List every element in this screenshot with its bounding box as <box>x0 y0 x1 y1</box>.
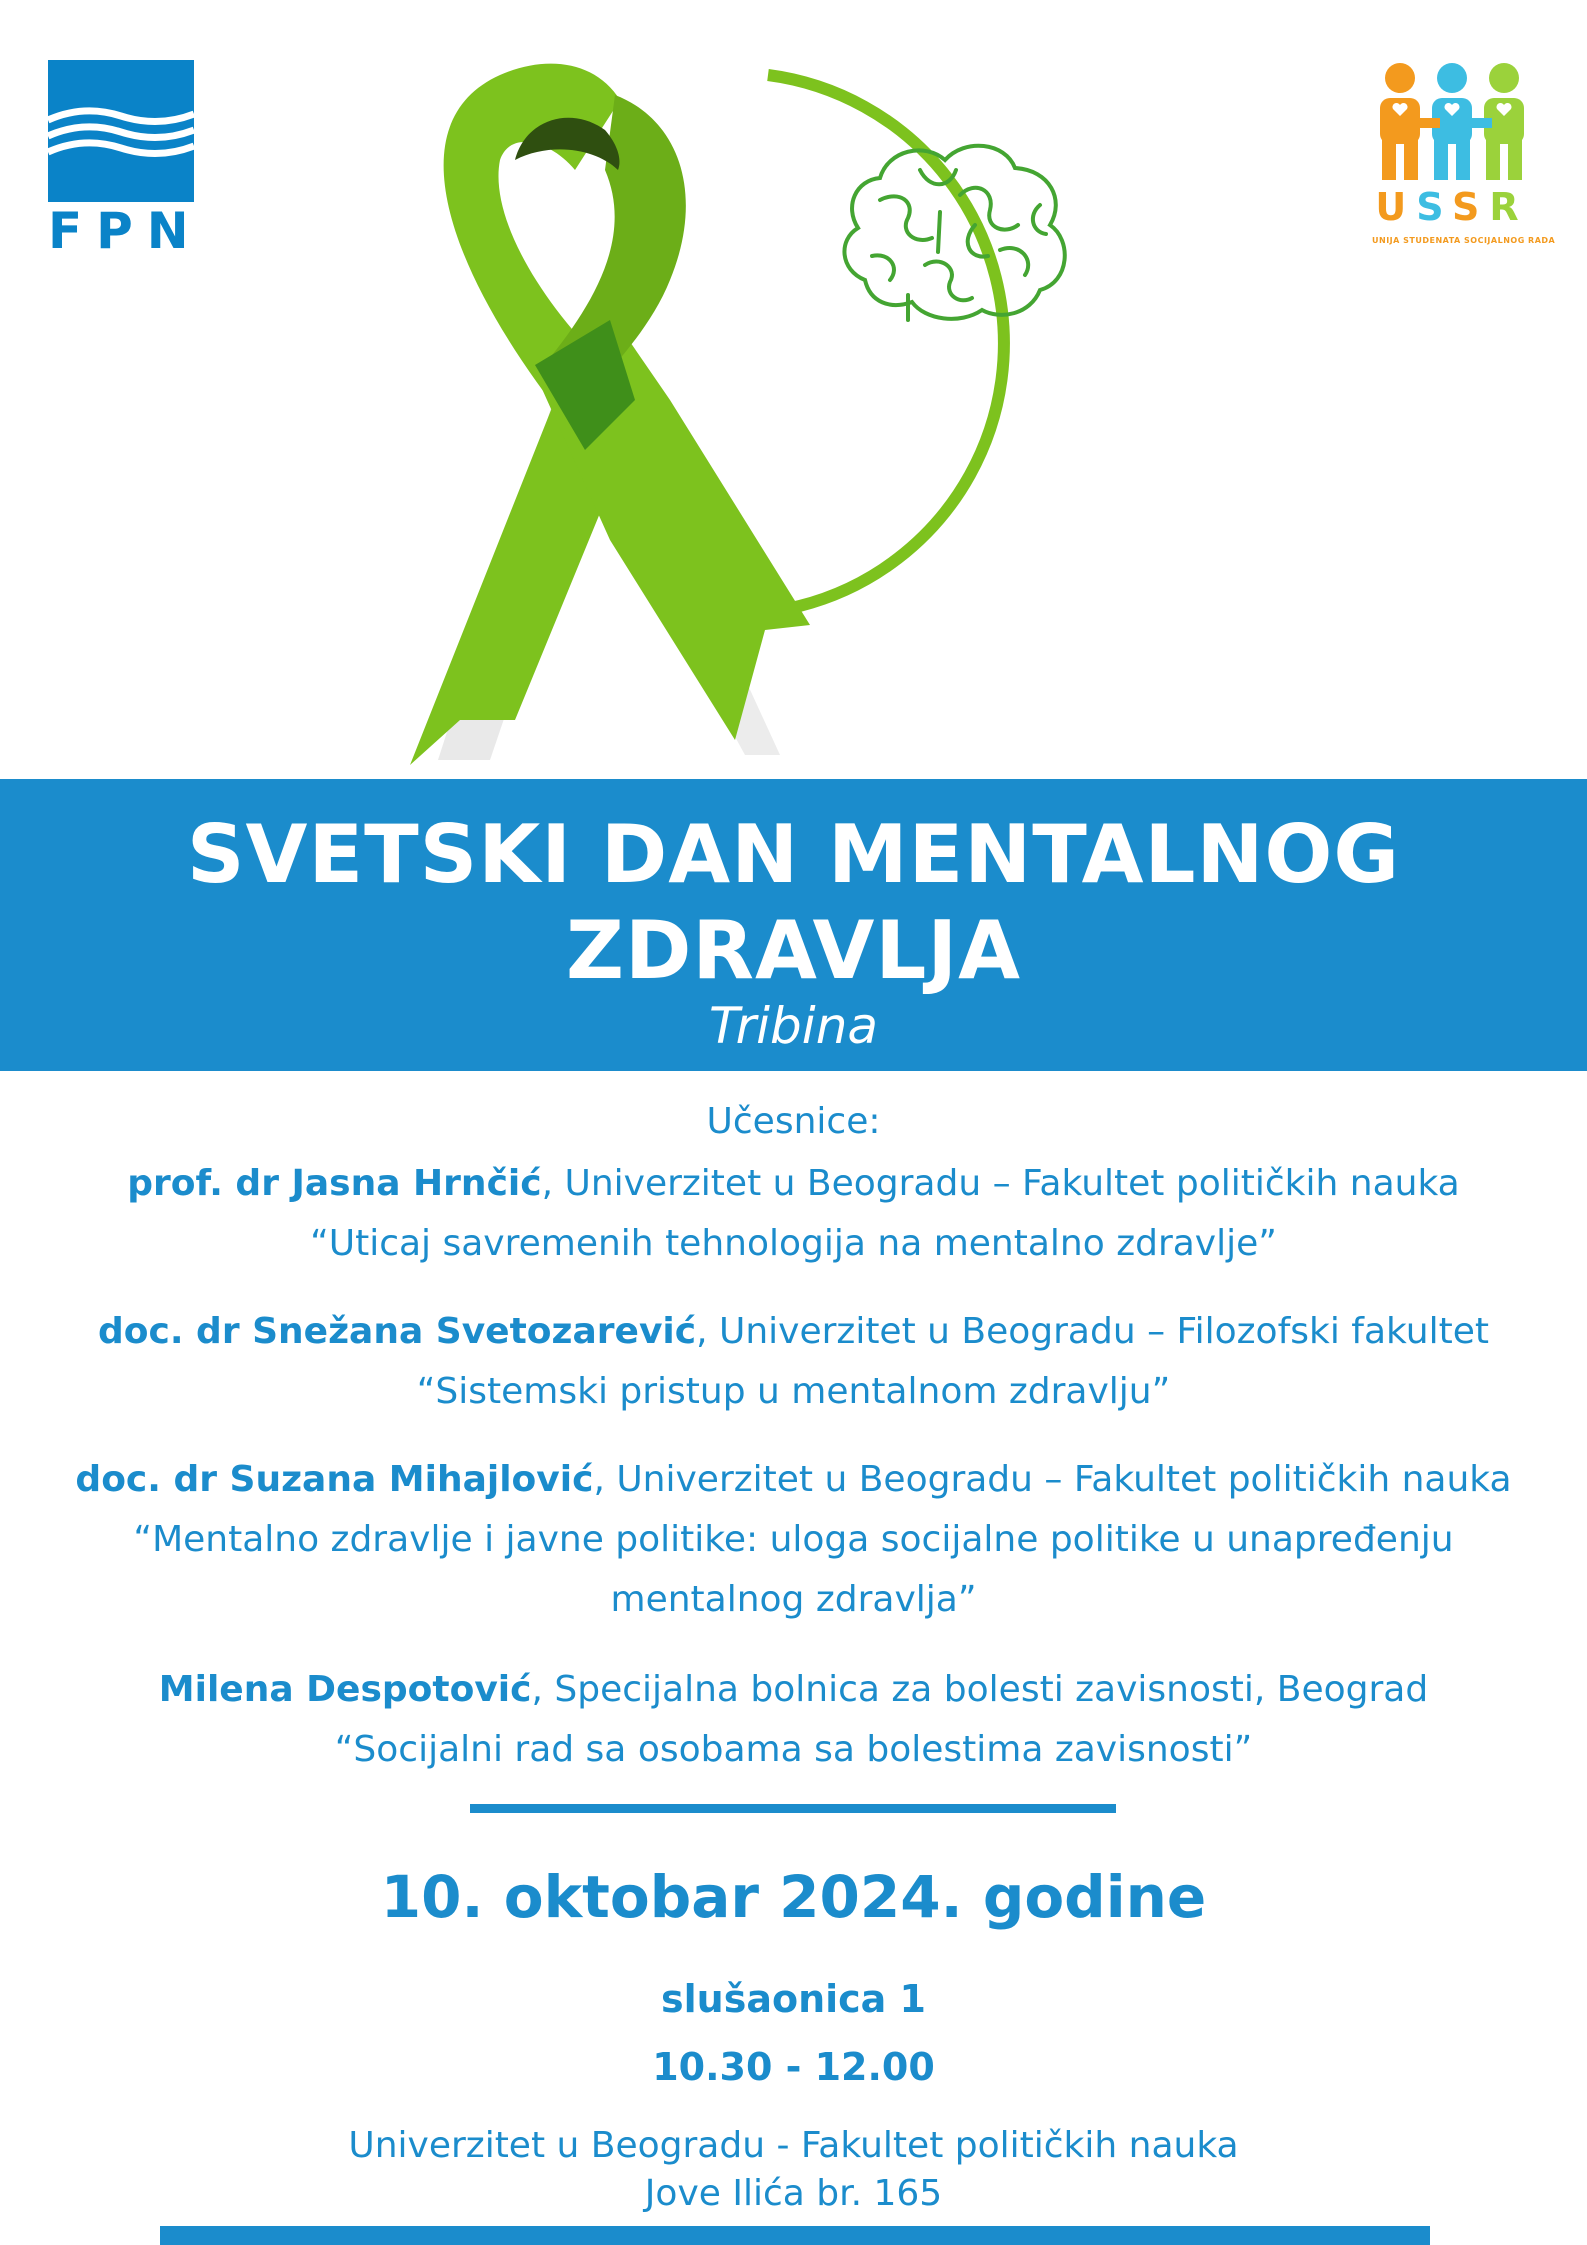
section-divider <box>470 1804 1116 1813</box>
participant-4-name: Milena Despotović <box>158 1669 532 1710</box>
ussr-logo-text: USSR <box>1375 185 1529 229</box>
participant-4-affiliation: , Specijalna bolnica za bolesti zavisnosti, Beograd <box>531 1669 1429 1710</box>
event-subtitle: Tribina <box>708 997 879 1055</box>
participant-1-topic: “Uticaj savremenih tehnologija na mentalno zdravlje” <box>310 1223 1277 1264</box>
participant-3-name: doc. dr Suzana Mihajlović <box>75 1459 594 1500</box>
event-title-line-1: SVETSKI DAN MENTALNOG <box>186 808 1401 901</box>
participant-3 <box>0 1458 1587 1502</box>
ussr-logo-subtitle: UNIJA STUDENATA SOCIJALNOG RADA <box>1372 236 1556 245</box>
participant-1 <box>0 1162 1587 1206</box>
people-icon <box>1372 60 1532 185</box>
event-time: 10.30 - 12.00 <box>652 2045 935 2089</box>
fpn-logo-mark <box>48 60 194 202</box>
participant-2-affiliation: , Univerzitet u Beogradu – Filozofski fakultet <box>696 1311 1489 1352</box>
event-address: Jove Ilića br. 165 <box>644 2173 943 2214</box>
participants-heading: Učesnice: <box>706 1101 881 1142</box>
awareness-ribbon-illustration <box>360 20 1260 780</box>
fpn-logo-text: FPN <box>48 202 203 260</box>
ussr-logo <box>1372 60 1556 260</box>
participant-4 <box>0 1668 1587 1712</box>
waves-icon <box>48 60 194 202</box>
participant-1-name: prof. dr Jasna Hrnčić <box>127 1163 542 1204</box>
event-title <box>0 807 1587 999</box>
event-date: 10. oktobar 2024. godine <box>380 1863 1207 1931</box>
fpn-logo <box>48 60 203 260</box>
event-title-line-2: ZDRAVLJA <box>565 904 1022 997</box>
footer-bar <box>160 2226 1430 2245</box>
participant-3-affiliation: , Univerzitet u Beogradu – Fakultet političkih nauka <box>593 1459 1512 1500</box>
event-room: slušaonica 1 <box>661 1977 926 2021</box>
event-venue: Univerzitet u Beogradu - Fakultet političkih nauka <box>348 2125 1239 2166</box>
title-banner <box>0 779 1587 1071</box>
participant-3-topic-line-2: mentalnog zdravlja” <box>610 1579 977 1620</box>
participant-2 <box>0 1310 1587 1354</box>
participant-2-topic: “Sistemski pristup u mentalnom zdravlju” <box>416 1371 1171 1412</box>
participant-1-affiliation: , Univerzitet u Beogradu – Fakultet političkih nauka <box>541 1163 1460 1204</box>
participant-2-name: doc. dr Snežana Svetozarević <box>98 1311 697 1352</box>
participant-3-topic-line-1: “Mentalno zdravlje i javne politike: uloga socijalne politike u unapređenju <box>133 1519 1454 1560</box>
participant-4-topic: “Socijalni rad sa osobama sa bolestima zavisnosti” <box>334 1729 1253 1770</box>
brain-icon <box>844 146 1064 320</box>
